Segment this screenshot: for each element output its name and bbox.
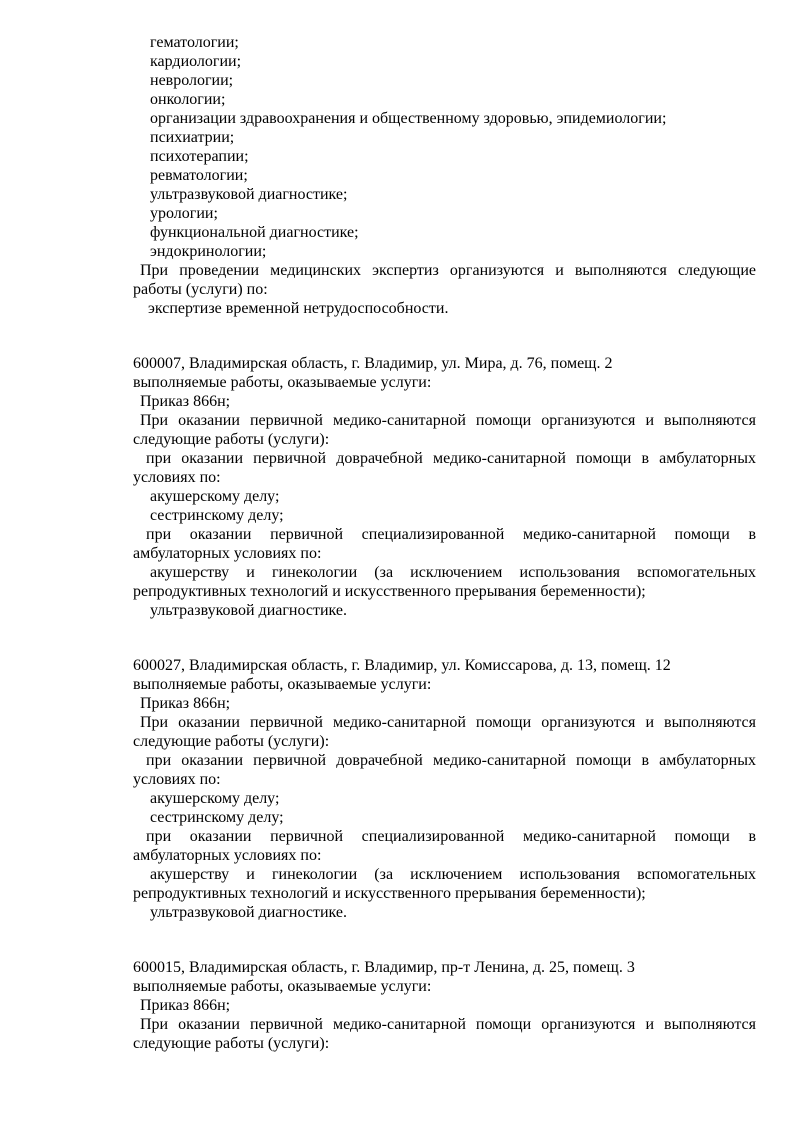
section-spacer [133,318,756,336]
section-spacer [133,940,756,958]
statement-paragraph: Приказ 866н; [140,997,231,1014]
service-list-item: неврологии; [150,72,234,89]
works-services-label: выполняемые работы, оказываемые услуги: [133,374,432,391]
section-spacer [133,336,756,354]
sub-statement-paragraph: при оказании первичной специализированной медико-санитарной помощи в амбулаторных условиях по: [133,828,756,864]
service-list-item: онкологии; [150,91,226,108]
service-list-item: психиатрии; [150,129,235,146]
statement-paragraph: При оказании первичной медико-санитарной помощи организуются и выполняются следующие работы (услуги): [133,714,756,750]
service-list-item: ультразвуковой диагностике. [150,904,348,921]
service-list-item: кардиологии; [150,53,242,70]
service-list-item: эндокринологии; [150,243,267,260]
service-list-item: гематологии; [150,34,239,51]
service-list-item: акушерству и гинекологии (за исключением использования вспомогательных репродуктивных технологий и искусственного прерывания беременности); [133,866,756,902]
address-line: 600007, Владимирская область, г. Владимир, ул. Мира, д. 76, помещ. 2 [133,355,613,372]
service-list-item: сестринскому делу; [150,809,284,826]
service-list-item: урологии; [150,205,218,222]
statement-paragraph: Приказ 866н; [140,393,231,410]
section-spacer [133,922,756,940]
service-list-item: акушерству и гинекологии (за исключением использования вспомогательных репродуктивных технологий и искусственного прерывания беременности); [133,564,756,600]
service-list-item: функциональной диагностике; [150,224,359,241]
section-spacer [133,620,756,638]
address-line: 600015, Владимирская область, г. Владимир, пр-т Ленина, д. 25, помещ. 3 [133,959,635,976]
works-services-label: выполняемые работы, оказываемые услуги: [133,676,432,693]
statement-paragraph: Приказ 866н; [140,695,231,712]
sub-statement-paragraph: при оказании первичной доврачебной медико-санитарной помощи в амбулаторных условиях по: [133,450,756,486]
statement-paragraph: При оказании первичной медико-санитарной помощи организуются и выполняются следующие работы (услуги): [133,412,756,448]
address-line: 600027, Владимирская область, г. Владимир, ул. Комиссарова, д. 13, помещ. 12 [133,657,671,674]
sub-statement-paragraph: при оказании первичной специализированной медико-санитарной помощи в амбулаторных условиях по: [133,526,756,562]
service-list-item: организации здравоохранения и общественному здоровью, эпидемиологии; [150,110,667,127]
service-list-item: ультразвуковой диагностике; [150,186,348,203]
service-list-item: психотерапии; [150,148,249,165]
section-spacer [133,638,756,656]
service-list-item: ревматологии; [150,167,248,184]
service-list-item: акушерскому делу; [150,790,280,807]
statement-paragraph: При проведении медицинских экспертиз организуются и выполняются следующие работы (услуги) по: [133,262,756,298]
sub-statement-paragraph: при оказании первичной доврачебной медико-санитарной помощи в амбулаторных условиях по: [133,752,756,788]
statement-paragraph: При оказании первичной медико-санитарной помощи организуются и выполняются следующие работы (услуги): [133,1016,756,1052]
service-list-item: акушерскому делу; [150,488,280,505]
service-list-item: ультразвуковой диагностике. [150,602,348,619]
service-list-item: сестринскому делу; [150,507,284,524]
sub-list-item: экспертизе временной нетрудоспособности. [148,300,449,317]
works-services-label: выполняемые работы, оказываемые услуги: [133,978,432,995]
